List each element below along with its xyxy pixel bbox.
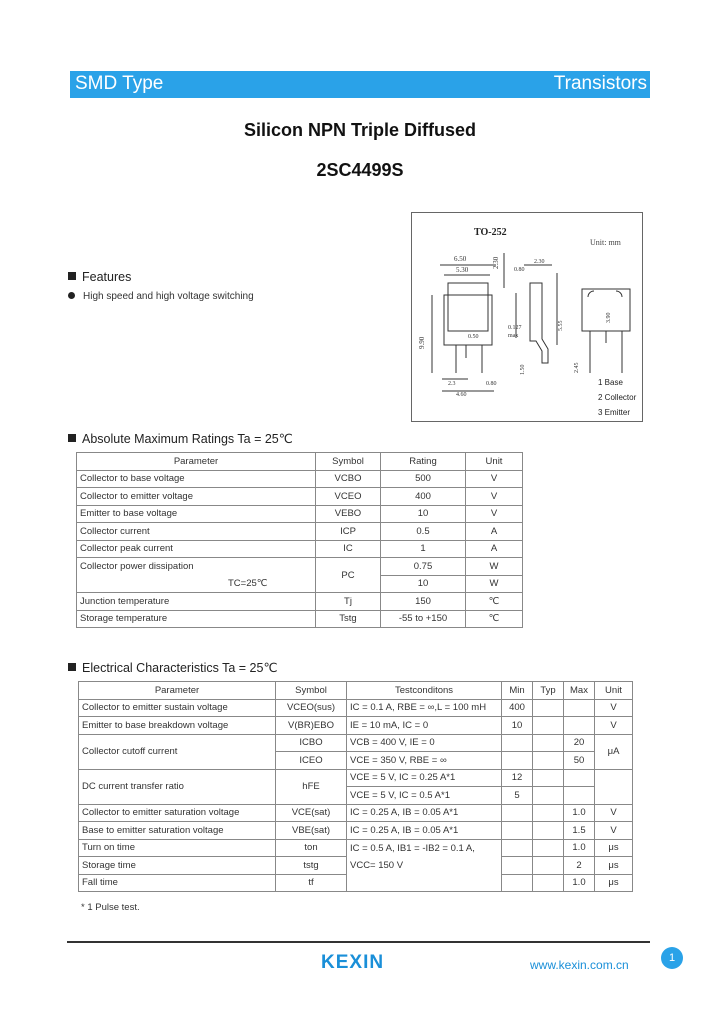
table-row: Collector power dissipation TC=25℃ PC 0.75 W (77, 558, 523, 576)
table-header-row: Parameter Symbol Testconditons Min Typ Max Unit (79, 682, 633, 700)
package-drawing (411, 212, 643, 422)
device-title: Silicon NPN Triple Diffused (243, 120, 477, 140)
doc-category: Transistors (553, 73, 647, 94)
table-row: Junction temperature Tj 150 ℃ (77, 593, 523, 611)
pin-2-label: 2 Collector (598, 393, 637, 402)
table-row: Collector current ICP 0.5 A (77, 523, 523, 541)
feature-item: High speed and high voltage switching (68, 291, 254, 302)
svg-text:0.127: 0.127 (508, 325, 522, 331)
pin-1-label: 1 Base (598, 378, 623, 387)
table-row: Storage temperature Tstg -55 to +150 ℃ (77, 610, 523, 628)
features-heading: Features (68, 270, 131, 284)
company-logo: KEXIN (321, 952, 385, 973)
table-row: Storage time tstg 2 μs (79, 857, 633, 875)
table-row: Collector peak current IC 1 A (77, 540, 523, 558)
svg-text:2.3: 2.3 (448, 381, 456, 387)
svg-text:3.90: 3.90 (606, 312, 612, 323)
table-row: Collector to emitter saturation voltage VCE(sat) IC = 0.25 A, IB = 0.05 A*1 1.0 V (79, 804, 633, 822)
svg-text:5.55: 5.55 (558, 320, 564, 331)
part-number: 2SC4499S (316, 160, 404, 180)
table-row: Collector to emitter voltage VCEO 400 V (77, 488, 523, 506)
svg-text:0.80: 0.80 (514, 267, 525, 273)
svg-text:2.30: 2.30 (492, 256, 500, 269)
svg-text:6.50: 6.50 (454, 255, 467, 263)
table-row: Collector to base voltage VCBO 500 V (77, 470, 523, 488)
footer-divider (67, 941, 650, 943)
pin-3-label: 3 Emitter (598, 408, 631, 417)
table-row: Collector cutoff current ICBO VCB = 400 V, IE = 0 20 μA (79, 734, 633, 752)
elec-char-heading: Electrical Characteristics Ta = 25℃ (68, 660, 277, 675)
abs-max-heading: Absolute Maximum Ratings Ta = 25℃ (68, 431, 293, 446)
svg-text:2.45: 2.45 (574, 362, 580, 373)
table-header-row: Parameter Symbol Rating Unit (77, 453, 523, 471)
website-link[interactable]: www.kexin.com.cn (530, 958, 629, 972)
package-name: TO-252 (474, 227, 507, 238)
svg-text:1.50: 1.50 (520, 364, 526, 375)
unit-label: Unit: mm (590, 238, 621, 247)
table-row: Emitter to base breakdown voltage V(BR)EBO IE = 10 mA, IC = 0 10 V (79, 717, 633, 735)
svg-text:4.60: 4.60 (456, 392, 467, 398)
package-outline-diagram (412, 213, 642, 421)
svg-text:max: max (508, 333, 519, 339)
table-row: 10 W (77, 575, 523, 593)
doc-type: SMD Type (75, 73, 164, 94)
table-row: Base to emitter saturation voltage VBE(sat) IC = 0.25 A, IB = 0.05 A*1 1.5 V (79, 822, 633, 840)
table-row: VCE = 5 V, IC = 0.5 A*1 5 (79, 787, 633, 805)
table-row: DC current transfer ratio hFE VCE = 5 V, IC = 0.25 A*1 12 (79, 769, 633, 787)
elec-char-table (78, 681, 633, 892)
page-number: 1 (661, 947, 683, 969)
header-bar (70, 71, 650, 98)
bullet-icon (68, 292, 75, 299)
table-row: Fall time tf 1.0 μs (79, 874, 633, 892)
table-row: Collector to emitter sustain voltage VCEO(sus) IC = 0.1 A, RBE = ∞,L = 100 mH 400 V (79, 699, 633, 717)
table-row: Emitter to base voltage VEBO 10 V (77, 505, 523, 523)
svg-text:5.30: 5.30 (456, 266, 469, 274)
table-row: Turn on time ton IC = 0.5 A, IB1 = -IB2 = 0.1 A, VCC= 150 V 1.0 μs (79, 839, 633, 857)
svg-text:0.80: 0.80 (486, 381, 497, 387)
svg-text:9.90: 9.90 (418, 336, 426, 349)
footnote: * 1 Pulse test. (81, 902, 140, 913)
table-row: ICEO VCE = 350 V, RBE = ∞ 50 (79, 752, 633, 770)
svg-text:2.30: 2.30 (534, 259, 545, 265)
svg-text:0.50: 0.50 (468, 334, 479, 340)
abs-max-table (76, 452, 523, 628)
